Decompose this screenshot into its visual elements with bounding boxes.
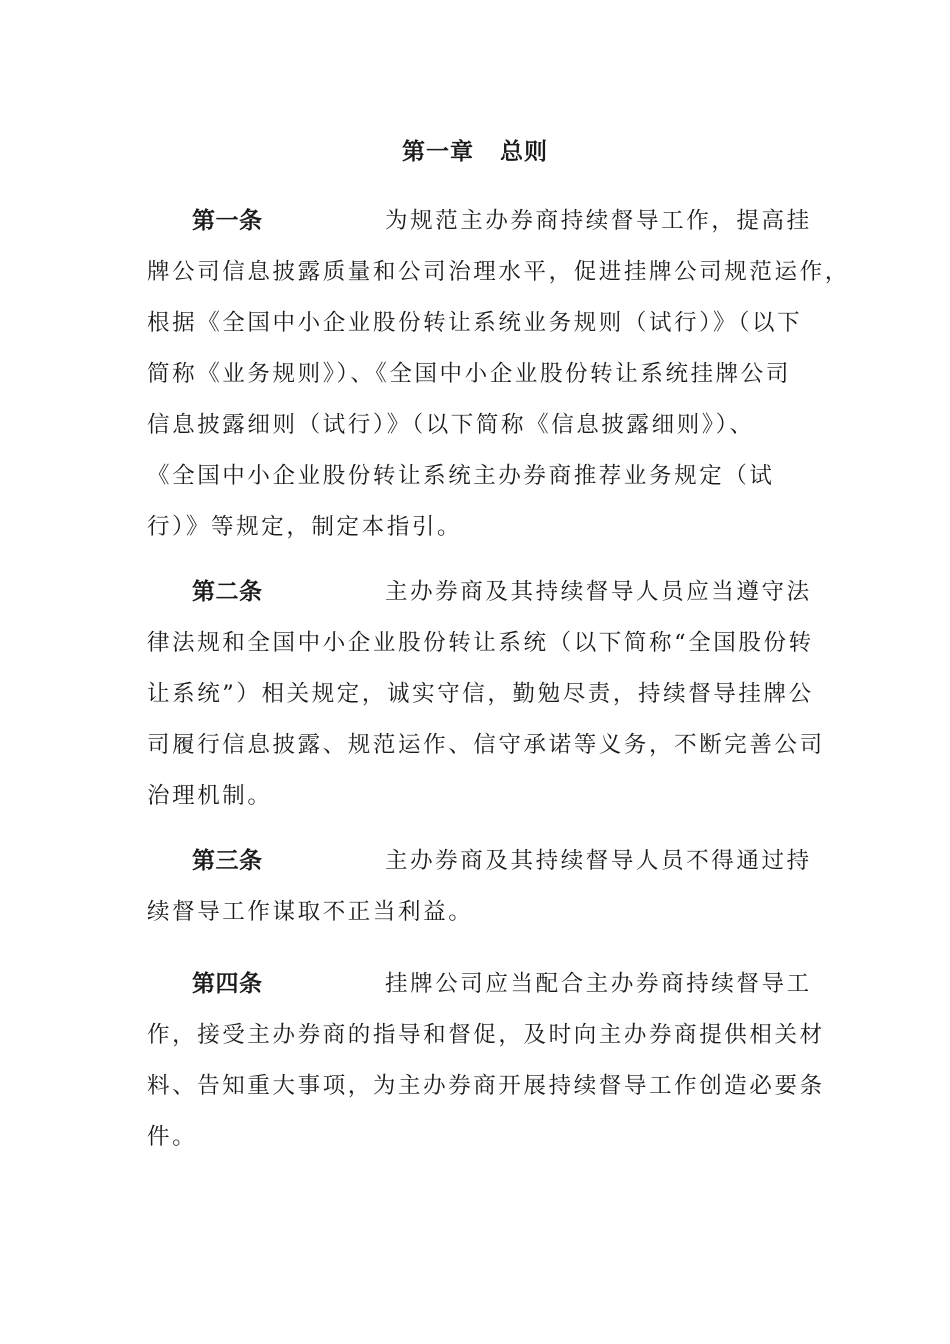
article-first-line: 为规范主办券商持续督导工作，提高挂 xyxy=(385,208,812,234)
article-heading-line xyxy=(147,836,812,887)
article-line: 件。 xyxy=(147,1124,198,1150)
article-line: 简称《业务规则》）、《全国中小企业股份转让系统挂牌公司 xyxy=(147,361,791,387)
article-line: 律法规和全国中小企业股份转让系统（以下简称“全国股份转 xyxy=(147,630,814,656)
article-line: 料、告知重大事项，为主办券商开展持续督导工作创造必要条 xyxy=(147,1073,825,1099)
article-label: 第二条 xyxy=(192,579,263,605)
article-first-line: 主办券商及其持续督导人员不得通过持 xyxy=(385,848,812,874)
article-line: 行）》等规定，制定本指引。 xyxy=(147,514,463,540)
article-line: 司履行信息披露、规范运作、信守承诺等义务，不断完善公司 xyxy=(147,732,825,758)
article-line: 续督导工作谋取不正当利益。 xyxy=(147,899,474,925)
article-first-line: 挂牌公司应当配合主办券商持续督导工 xyxy=(385,971,812,997)
chapter-number: 第一章 xyxy=(402,139,474,165)
article-2 xyxy=(147,567,825,822)
article-label: 第一条 xyxy=(192,208,263,234)
article-line: 牌公司信息披露质量和公司治理水平，促进挂牌公司规范运作， xyxy=(147,259,850,285)
article-line: 《全国中小企业股份转让系统主办券商推荐业务规定（试 xyxy=(147,463,775,489)
article-line: 治理机制。 xyxy=(147,783,273,809)
article-first-line: 主办券商及其持续督导人员应当遵守法 xyxy=(385,579,812,605)
article-heading-line xyxy=(147,567,812,618)
article-1 xyxy=(147,196,850,553)
chapter-title xyxy=(0,133,950,166)
article-3 xyxy=(147,836,812,938)
article-line: 作，接受主办券商的指导和督促，及时向主办券商提供相关材 xyxy=(147,1022,825,1048)
article-line: 让系统”）相关规定，诚实守信，勤勉尽责，持续督导挂牌公 xyxy=(147,681,814,707)
article-label: 第三条 xyxy=(192,848,263,874)
chapter-name: 总则 xyxy=(500,139,548,165)
article-line: 信息披露细则（试行）》（以下简称《信息披露细则》）、 xyxy=(147,412,755,438)
article-line: 根据《全国中小企业股份转让系统业务规则（试行）》（以下 xyxy=(147,310,803,336)
article-label: 第四条 xyxy=(192,971,263,997)
article-heading-line xyxy=(147,959,812,1010)
article-heading-line xyxy=(147,196,812,247)
article-4 xyxy=(147,959,825,1163)
